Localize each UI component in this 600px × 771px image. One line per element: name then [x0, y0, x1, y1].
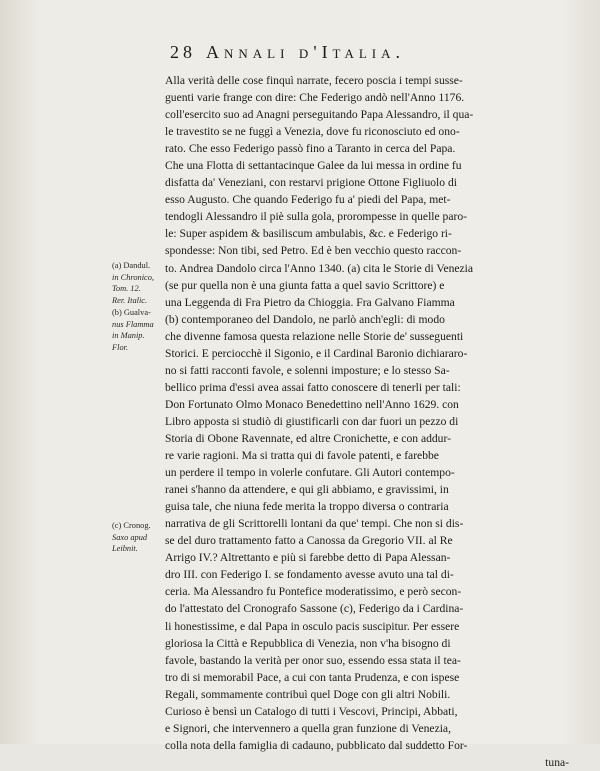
note-line: Tom. 12. [112, 284, 141, 293]
text-line: bellico prima d'essi avea assai fatto conoscere di tenerli per tali: [165, 380, 461, 394]
text-line: to. Andrea Dandolo circa l'Anno 1340. (a) cita le Storie di Venezia [165, 261, 474, 275]
text-line: Storici. E perciocchè il Sigonio, e il Cardinal Baronio dichiararo- [165, 346, 468, 360]
text-line: no si fatti racconti favole, e solenni imposture; e lo stesso Sa- [165, 363, 450, 377]
text-line: narrativa de gli Scrittorelli lontani da que' tempi. Che non si dis- [165, 517, 464, 531]
text-line: coll'esercito suo ad Anagni perseguitando Papa Alessandro, il qua- [165, 108, 474, 122]
text-line: tro di si memorabil Pace, a cui con tanta Prudenza, e con ispese [165, 670, 460, 684]
text-line: colla nota della famiglia di cadauno, pubblicato dal suddetto For- [165, 738, 468, 752]
body-text [165, 72, 573, 771]
text-line: Alla verità delle cose finquì narrate, fecero poscia i tempi susse- [165, 74, 463, 87]
margin-note-a [112, 260, 172, 306]
text-line: (b) contemporaneo del Dandolo, ne parlò anch'egli: di modo [165, 312, 445, 326]
text-line: disfatta da' Veneziani, con restarvi prigione Ottone Figliuolo di [165, 176, 457, 190]
note-line: Flor. [112, 342, 129, 352]
text-line: le: Super aspidem & basiliscum ambulabis, &c. e Federigo ri- [165, 227, 452, 241]
note-line: Leibnit. [112, 544, 138, 553]
text-line: una Leggenda di Fra Pietro da Chioggia. Fra Galvano Fiamma [165, 295, 455, 309]
margin-note-c [112, 520, 172, 555]
text-line: ranei s'hanno da attendere, e qui gli abbiamo, e gravissimi, in [165, 483, 449, 497]
note-line: in Manip. [112, 331, 145, 340]
text-line: do l'attestato del Cronografo Sassone (c), Federigo da i Cardina- [165, 602, 464, 616]
text-line: se del duro trattamento fatto a Canossa da Gregorio VII. al Re [165, 534, 453, 548]
text-line: un perdere il tempo in volerle confutare. Gli Autori contempo- [165, 466, 455, 480]
text-line: rato. Che esso Federigo passò fino a Taranto in cerca del Papa. [165, 142, 456, 156]
text-line: (se pur quella non è una giunta fatta a quel savio Scrittore) e [165, 278, 445, 292]
note-line: in Chronico, [112, 272, 155, 282]
text-line: guisa tale, che niuna fede merita la troppo diversa o contraria [165, 500, 449, 514]
text-line: Che una Flotta di settantacinque Galee da lui messa in ordine fu [165, 159, 462, 173]
text-line: le travestito se ne fuggì a Venezia, dove fu riconosciuto ed ono- [165, 125, 460, 139]
text-line: li honestissime, e dal Papa in osculo pacis suscipitur. Per essere [165, 619, 460, 633]
running-title: Annali d'Italia. [206, 42, 406, 62]
text-line: guenti varie frange con dire: Che Federigo andò nell'Anno 1176. [165, 91, 465, 105]
note-line: (b) Gualva- [112, 308, 151, 317]
text-line: ceria. Ma Alessandro fu Pontefice moderatissimo, e però secon- [165, 585, 462, 599]
text-line: re varie ragioni. Ma si tratta qui di favole patenti, e farebbe [165, 449, 439, 463]
text-line: spondesse: Non tibi, sed Petro. Ed è ben vecchio questo raccon- [165, 244, 462, 258]
text-line: gloriosa la Città e Repubblica di Venezia, non v'ha bisogno di [165, 636, 451, 650]
note-line: Rer. Italic. [112, 295, 148, 305]
text-line: tendogli Alessandro il piè sulla gola, prorompesse in quelle paro- [165, 210, 468, 224]
text-line: Storia di Obone Ravennate, ed altre Cronichette, e con addur- [165, 431, 451, 445]
note-line: (a) Dandul. [112, 261, 151, 270]
text-line: che divenne famosa questa relazione nelle Storie de' susseguenti [165, 329, 464, 343]
text-line: favole, bastando la verità per onor suo, essendo essa stata il tea- [165, 653, 461, 667]
catchword: tuna- [545, 755, 569, 769]
page-number: 28 [170, 42, 196, 62]
note-line: nus Flamma [112, 319, 154, 329]
note-line: (c) Cronog. [112, 521, 151, 530]
margin-note-b [112, 307, 172, 353]
text-line: Don Fortunato Olmo Monaco Benedettino nell'Anno 1629. con [165, 397, 459, 411]
text-line: Arrigo IV.? Altrettanto e più si farebbe detto di Papa Alessan- [165, 551, 451, 565]
text-line: e Signori, che intervennero a quella gran funzione di Venezia, [165, 721, 451, 735]
text-line: Regali, sommamente contribuì quel Doge con gli altri Nobili. [165, 687, 451, 701]
text-line: esso Augusto. Che quando Federigo fu a' piedi del Papa, met- [165, 193, 451, 207]
text-line: Libro apposta si studiò di giustificarli con dar fuori un pezzo di [165, 414, 459, 428]
text-line: Curioso è bensì un Catalogo di tutti i Vescovi, Principi, Abbati, [165, 704, 458, 718]
text-line: dro III. con Federigo I. se fondamento avesse avuto una tal di- [165, 568, 454, 582]
note-line: Saxo apud [112, 532, 148, 542]
